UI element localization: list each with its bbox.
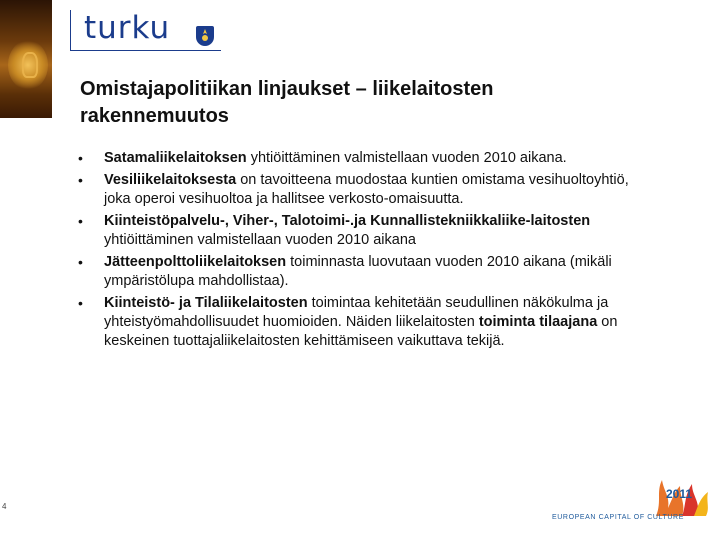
title-line-2: rakennemuutos [80, 105, 229, 127]
bullet-text: yhtiöittäminen valmistellaan vuoden 2010 aikana. [246, 150, 567, 166]
bullet-text: on keskeinen tuottajaliikelaitosten kehittämiseen vaikuttava tekijä. [104, 314, 618, 349]
bullet-dot: • [78, 295, 83, 311]
ecoc-flame-logo-icon [648, 462, 712, 518]
ecoc-tagline: EUROPEAN CAPITAL OF CULTURE [552, 514, 684, 521]
turku-logo-text: turku [84, 10, 171, 46]
bullet-bold-text: Satamaliikelaitoksen [104, 150, 247, 166]
header-photo [0, 0, 52, 118]
ornament-shape [22, 52, 38, 78]
bullet-text: yhtiöittäminen valmistellaan vuoden 2010 aikana [104, 232, 416, 248]
bullet-text: toiminnasta luovutaan vuoden 2010 aikana (mikäli ympäristölupa mahdollistaa). [104, 254, 612, 289]
bullet-item [72, 171, 652, 209]
bullet-list [72, 149, 652, 354]
bullet-dot: • [78, 254, 83, 270]
bullet-item [72, 212, 652, 250]
bullet-bold-text: Kiinteistö- ja Tilaliikelaitosten [104, 295, 308, 311]
bullet-bold-text: Jätteenpolttoliikelaitoksen [104, 254, 287, 270]
bullet-dot: • [78, 213, 83, 229]
page-number: 4 [2, 502, 7, 511]
ecoc-year: 2011 [666, 487, 693, 501]
bullet-item [72, 253, 652, 291]
bullet-bold-text: Vesiliikelaitoksesta [104, 172, 237, 188]
bullet-bold-text: Kiinteistöpalvelu-, Viher-, Talotoimi-.ja Kunnallistekniikkaliike-laitosten [104, 213, 591, 229]
slide-title [80, 76, 640, 130]
bullet-bold-text: toiminta tilaajana [478, 314, 598, 330]
bullet-dot: • [78, 172, 83, 188]
bullet-item [72, 294, 652, 351]
title-line-1: Omistajapolitiikan linjaukset – liikelaitosten [80, 78, 494, 100]
bullet-text: toimintaa kehitetään seudullinen näkökulma ja yhteistyömahdollisuudet huomioiden. Näiden liikelaitosten [104, 295, 609, 330]
turku-crest-icon [196, 26, 214, 46]
bullet-item [72, 149, 652, 168]
bullet-text: on tavoitteena muodostaa kuntien omistama vesihuoltoyhtiö, joka operoi vesihuoltoa ja hallitsee verkosto-omaisuutta. [104, 172, 629, 207]
bullet-dot: • [78, 150, 83, 166]
